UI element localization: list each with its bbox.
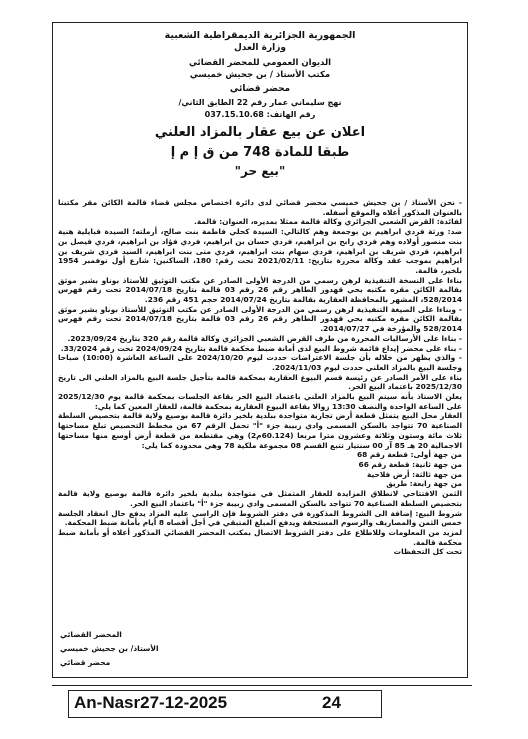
body-paragraph: العقار محل البيع يتمثل قطعة أرض تجارية متواجدة ببلدية بلخير دائرة قالمة بوصيع ولاية قالمة بتحصيص السلطة الصناعية 70 تتواجد بالسكن المسمى وادي زبيبة جزء "أ" تحمل الرقم 67 من مخطط التحصيص تبلغ مساحتها ثلاث مائة وستون وثلاثة وعشرون مترا مربعا (60.124م2) وهي مقتطعة من قطعة أرض أوسع منها مساحتها الاجمالية 20 هـ 85 آر 00 سنتيار تتبع القسم 08 مجموعة ملكية 78 وهي محدودة كما يلي:: [58, 411, 462, 450]
reservations-line: تحت كل التحفظات: [393, 547, 462, 557]
office-address: نهج سليماني عمار رقم 22 الطابق الثاني/: [178, 98, 342, 107]
announcement-body: [58, 198, 462, 557]
body-paragraph: بناءا على النسخة التنفيذية لرهن رسمي من الدرجة الأولى الصادر عن مكتب التوثيق للأستاذ بوناو بشير موثق بقالمة الكائن مقره مكتبه بحي قهدور الطاهر رقم 26 رقم 03 قالمة بتاريخ 2014/07/18 تحت رقم فهرس 528/2014، المشهر بالمحافظة العقارية بقالمة بتاريخ 2014/07/24 حجم 451 رقم 236.: [58, 275, 462, 305]
body-paragraph: بناء على الأمر الصادر عن رئيسة قسم البيوع العقارية بمحكمة قالمة بتأجيل جلسة البيع بالمزاد العلني الى تاريخ 2025/12/30 باعتماد البيع الحر.: [58, 372, 462, 392]
office-name: مكتب الأستاذ / بن جحيش خميسي: [189, 70, 331, 80]
signature-sub: محضر قضائي: [60, 658, 111, 667]
publication-date: An-Nasr27-12-2025: [74, 693, 228, 712]
ministry-header: وزارة العدل: [233, 43, 287, 53]
body-paragraph: ضد: ورثة فردي ابراهيم بن بوجمعة وهم كالتالي: السيدة كحلي فاطمة بنت صالح، أرملته؛ السيدة قبايلية هنية بنت منصور أولاده وهم فردي رابح بن ابراهيم، فردي حسان بن ابراهيم، فردي فؤاد بن ابراهيم، فردي فيصل بن ابراهيم، فردي شريف بن ابراهيم، فردي سهام بنت ابراهيم، فردي منى بنت ابراهيم، السيد فردي شريف بن ابراهيم بموجب عقد وكالة محررة بتاريخ: 2021/02/11 تحت رقم: 180، الساكنين: شارع أول نوفمبر 1954 بلخير، قالمة.: [58, 227, 462, 275]
footer-rule: [52, 685, 472, 686]
republic-header: الجمهورية الجزائرية الديمقراطية الشعبية: [164, 30, 356, 41]
body-paragraph: - نحن الأستاذ / بن جحيش خميسي محضر قضائي لدى دائرة اختصاص مجلس قضاء قالمة الكائن مقر مكتبنا بالعنوان المذكور أعلاه والموقع أسفله.: [58, 198, 462, 217]
body-paragraph: يعلن الاستاذ بأنه سيتم البيع بالمزاد العلني باعتماد البيع الحر بقاعة الجلسات بمحكمة قالمة يوم 2025/12/30 على الساعة الواحدة والنصف 13:30 زوالا بقاعة البيوع العقارية بمحكمة قالمة، للعقار المعين كما يلي:: [58, 392, 462, 411]
page-number: 24: [322, 693, 341, 712]
boundary-line: من جهة أولى: قطعة رقم 68: [357, 450, 462, 460]
announcement-subtitle: طبقا للمادة 748 من ق إ م إ: [170, 145, 350, 160]
body-paragraph: الثمن الافتتاحي لانطلاق المزايدة للعقار المتمثل في متواجدة ببلدية بلخير دائرة قالمة بوصيع ولاية قالمة بتحصيص السلطة الصناعية 70 تتواجد بالسكن المسمى وادي زبيبة جزء "أ" باعتماد البيع الحر.: [58, 489, 462, 508]
office-phone: رقم الهاتف: 037.15.10.68: [204, 110, 316, 119]
body-paragraph: - بناءا على الأرساليات المحررة من طرف القرض الشعبي الجزائري وكالة قالمة رقم 320 بتاريخ 2023/09/24.: [67, 333, 462, 343]
sale-type: "بيع حر": [234, 164, 286, 178]
boundary-line: من جهة ثالثة: أرض فلاحية: [367, 469, 462, 479]
body-paragraph: شروط البيع: إضافة الى الشروط المذكورة في دفتر الشروط فإن الراسي عليه المزاد يدفع حال انعقاد الجلسة خمس الثمن والمصاريف والرسوم المستحقة ويدفع المبلغ المتبقي في أجل أقصاه 8 أيام بأمانة ضبط المحكمة.: [58, 508, 462, 528]
announcement-title: اعلان عن بيع عقار بالمزاد العلني: [154, 125, 366, 140]
signature-label: المحضر القضائي: [60, 630, 122, 639]
body-paragraph: - بناء على محضر إيداع قائمة شروط البيع لدى أمانة ضبط محكمة قالمة بتاريخ 2024/09/24 تحت رقم 33/2024.: [60, 343, 462, 353]
body-paragraph: لمزيد من المعلومات وللاطلاع على دفتر الشروط الاتصال بمكتب المحضر القضائي المذكور أعلاه أو بأمانة ضبط محكمة قالمة.: [58, 527, 462, 547]
body-paragraph: - وبناءا على الصيغة التنفيذية لرهن رسمي من الدرجة الأولى الصادر عن مكتب التوثيق للأستاذ بوناو بشير موثق بقالمة الكائن مقره مكتبه بحي قهدور الطاهر رقم 26 رقم 03 قالمة بتاريخ 2014/07/18 تحت رقم فهرس 528/2014 والمؤرخة في 2014/07/27.: [58, 304, 462, 334]
body-paragraph: لفائدة: القرض الشعبي الجزائري وكالة قالمة ممثلا بمديره، العنوان: قالمة.: [194, 217, 462, 227]
body-paragraph: - والذي يظهر من خلاله بأن جلسة الاعتراضات حددت ليوم 2024/10/20 على الساعة العاشرة (10:00) صباحا وجلسة البيع بالمزاد العلني حددت ليوم 2024/11/03.: [58, 353, 462, 372]
office-header: الديوان العمومي للمحضر القضائي: [188, 58, 332, 68]
boundary-line: من جهة رابعة: طريق: [386, 479, 462, 489]
boundary-line: من جهة ثانية: قطعة رقم 66: [358, 459, 462, 469]
signature-name: الأستاذ/ بن جحيش خميسي: [60, 644, 159, 653]
record-label: محضر قضائي: [229, 84, 291, 94]
